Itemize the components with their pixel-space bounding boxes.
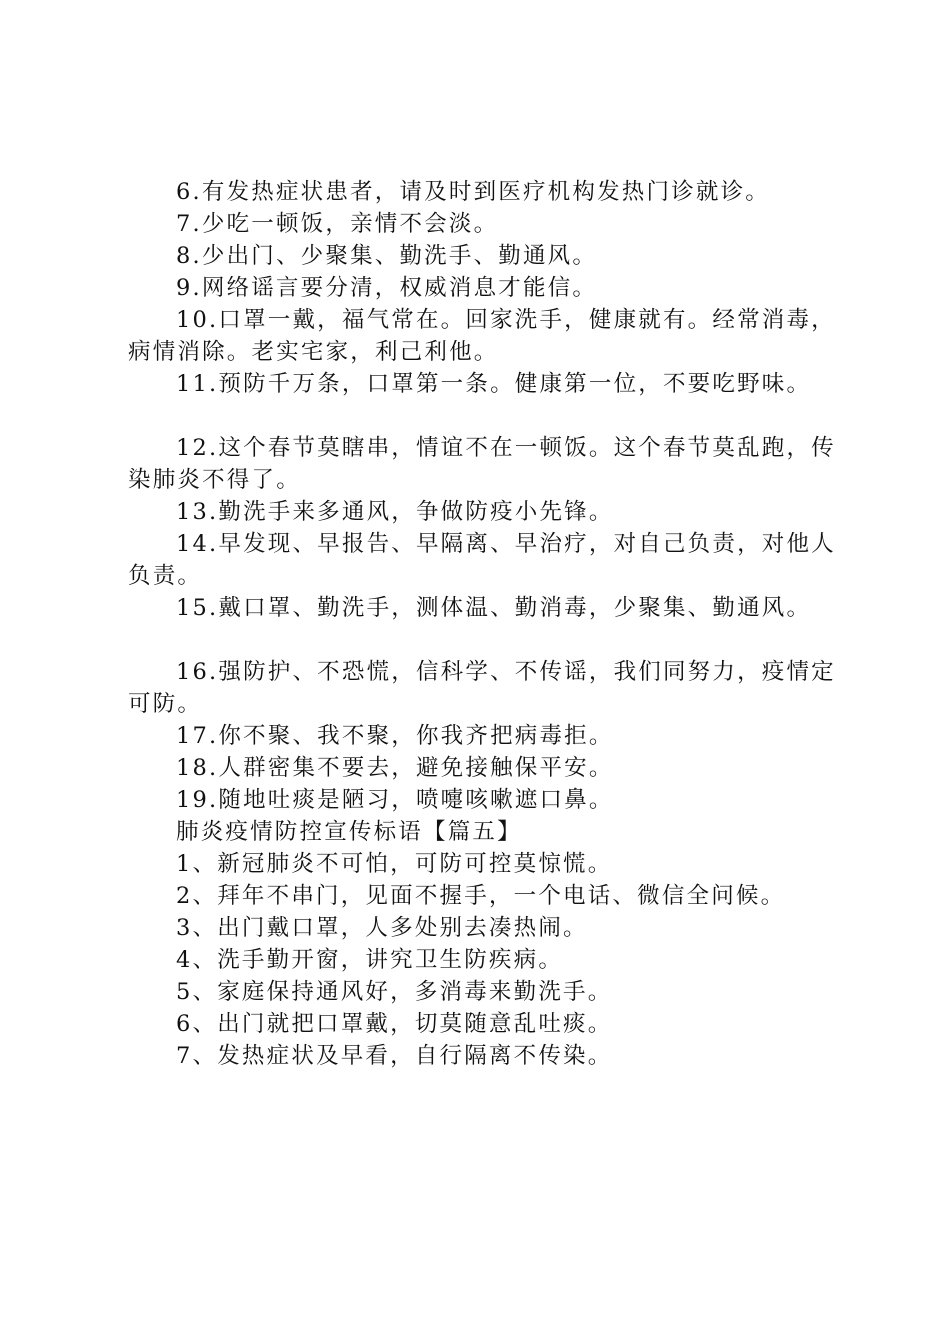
slogan-item-16: 16.强防护、不恐慌，信科学、不传谣，我们同努力，疫情定可防。 xyxy=(128,659,836,717)
slogan-item-9: 9.网络谣言要分清，权威消息才能信。 xyxy=(176,275,598,301)
slogan-item-14: 14.早发现、早报告、早隔离、早治疗，对自己负责，对他人负责。 xyxy=(128,531,836,589)
document-body xyxy=(128,176,848,1072)
part-five-item-1: 1、新冠肺炎不可怕，可防可控莫惊慌。 xyxy=(176,851,613,877)
part-five-item-3: 3、出门戴口罩，人多处别去凑热闹。 xyxy=(176,915,588,941)
part-five-item-7: 7、发热症状及早看，自行隔离不传染。 xyxy=(176,1043,613,1069)
slogan-item-17: 17.你不聚、我不聚，你我齐把病毒拒。 xyxy=(176,723,614,749)
slogan-item-18: 18.人群密集不要去，避免接触保平安。 xyxy=(176,755,614,781)
slogan-item-8: 8.少出门、少聚集、勤洗手、勤通风。 xyxy=(176,243,598,269)
slogan-item-12: 12.这个春节莫瞎串，情谊不在一顿饭。这个春节莫乱跑，传染肺炎不得了。 xyxy=(128,435,836,493)
slogan-item-11: 11.预防千万条，口罩第一条。健康第一位，不要吃野味。 xyxy=(176,371,812,397)
slogan-item-15: 15.戴口罩、勤洗手，测体温、勤消毒，少聚集、勤通风。 xyxy=(176,595,812,621)
slogan-item-13: 13.勤洗手来多通风，争做防疫小先锋。 xyxy=(176,499,614,525)
part-five-item-4: 4、洗手勤开窗，讲究卫生防疾病。 xyxy=(176,947,564,973)
slogan-item-7: 7.少吃一顿饭，亲情不会淡。 xyxy=(176,211,499,237)
part-five-item-5: 5、家庭保持通风好，多消毒来勤洗手。 xyxy=(176,979,613,1005)
part-five-item-6: 6、出门就把口罩戴，切莫随意乱吐痰。 xyxy=(176,1011,613,1037)
slogan-item-6: 6.有发热症状患者，请及时到医疗机构发热门诊就诊。 xyxy=(176,179,770,205)
section-heading-part-five: 肺炎疫情防控宣传标语【篇五】 xyxy=(176,819,522,845)
slogan-item-19: 19.随地吐痰是陋习，喷嚏咳嗽遮口鼻。 xyxy=(176,787,614,813)
slogan-item-10: 10.口罩一戴，福气常在。回家洗手，健康就有。经常消毒，病情消除。老实宅家，利己利他。 xyxy=(128,307,836,365)
part-five-item-2: 2、拜年不串门，见面不握手，一个电话、微信全问候。 xyxy=(176,883,786,909)
